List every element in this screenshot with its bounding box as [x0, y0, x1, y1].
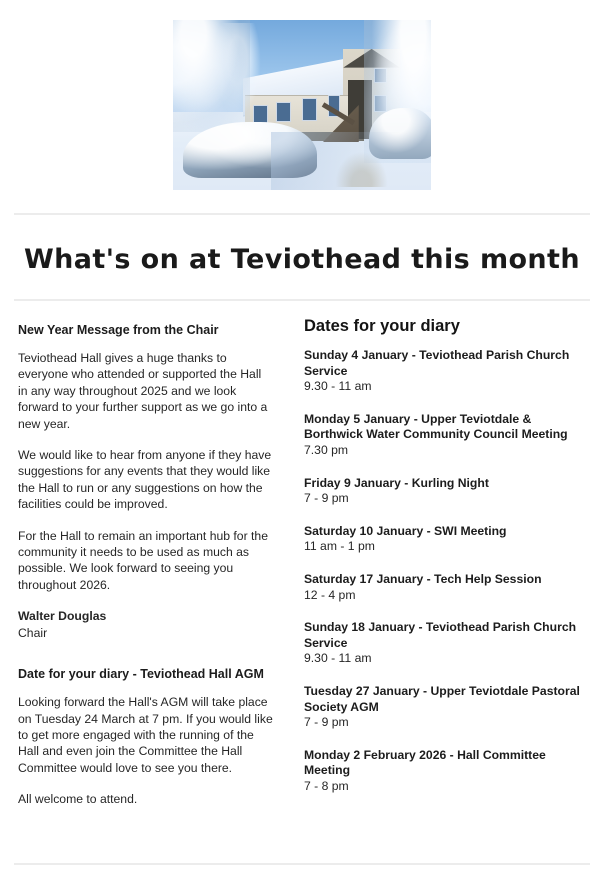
diary-event-time: 7 - 9 pm — [304, 491, 349, 506]
chair-message-heading: New Year Message from the Chair — [18, 323, 219, 337]
diary-heading: Dates for your diary — [304, 317, 460, 335]
chair-message-paragraph-3: For the Hall to remain an important hub for the community it needs to be used as much as possible. We look forward to seeing you throughout 2026. — [18, 528, 268, 592]
diary-event — [304, 412, 588, 459]
diary-event-time: 7 - 8 pm — [304, 778, 349, 793]
content-columns — [0, 301, 604, 811]
agm-heading: Date for your diary - Teviothead Hall AGM — [18, 667, 264, 682]
diary-event — [304, 348, 588, 395]
diary-column — [292, 317, 588, 811]
diary-event-title: Sunday 18 January - Teviothead Parish Church Service — [304, 620, 577, 650]
chair-message-paragraph-2: We would like to hear from anyone if they have suggestions for any events that they would like the Hall to run or any suggestions on how the facilities could be improved. — [18, 448, 272, 512]
diary-event-time: 9.30 - 11 am — [304, 651, 372, 666]
diary-event-title: Saturday 17 January - Tech Help Session — [304, 571, 542, 586]
divider-footer — [14, 863, 590, 865]
diary-event-title: Sunday 4 January - Teviothead Parish Church Service — [304, 348, 570, 378]
chair-signature-role: Chair — [18, 625, 48, 640]
chair-signature — [18, 608, 274, 641]
diary-event-time: 7 - 9 pm — [304, 715, 349, 730]
diary-event — [304, 572, 588, 603]
diary-event-time: 12 - 4 pm — [304, 587, 356, 602]
hero-photo-area — [0, 0, 604, 190]
diary-event-title: Tuesday 27 January - Upper Teviotdale Pastoral Society AGM — [304, 683, 580, 714]
photo-snow-shadow — [271, 132, 431, 190]
diary-event-title: Monday 2 February 2026 - Hall Committee Meeting — [304, 747, 546, 778]
diary-event-title: Monday 5 January - Upper Teviotdale & Borthwick Water Community Council Meeting — [304, 411, 568, 442]
agm-closing-line: All welcome to attend. — [18, 792, 138, 807]
page-title: What's on at Teviothead this month — [24, 244, 580, 275]
diary-event-title: Friday 9 January - Kurling Night — [304, 475, 489, 490]
diary-event-time: 7.30 pm — [304, 442, 349, 457]
chair-message-column — [14, 323, 292, 811]
diary-event-title: Saturday 10 January - SWI Meeting — [304, 523, 507, 538]
photo-tree-left — [173, 20, 250, 132]
photo-window — [276, 102, 291, 123]
diary-event — [304, 524, 588, 555]
teviothead-hall-winter-photo — [173, 20, 431, 190]
diary-event — [304, 748, 588, 795]
photo-window — [302, 98, 317, 120]
diary-event-time: 9.30 - 11 am — [304, 379, 372, 394]
chair-signature-name: Walter Douglas — [18, 609, 107, 624]
column-spacer — [14, 641, 274, 667]
agm-paragraph: Looking forward the Hall's AGM will take place on Tuesday 24 March at 7 pm. If you would like to get more engaged with the running of the Hall and even join the Committee the Hall Committee would love to see you there. — [18, 695, 273, 775]
diary-event — [304, 684, 588, 731]
diary-event — [304, 620, 588, 667]
diary-event — [304, 476, 588, 507]
diary-event-time: 11 am - 1 pm — [304, 539, 375, 554]
chair-message-paragraph-1: Teviothead Hall gives a huge thanks to everyone who attended or supported the Hall in any way throughout 2025 and we look forward to your further support as we go into a new year. — [18, 351, 268, 431]
